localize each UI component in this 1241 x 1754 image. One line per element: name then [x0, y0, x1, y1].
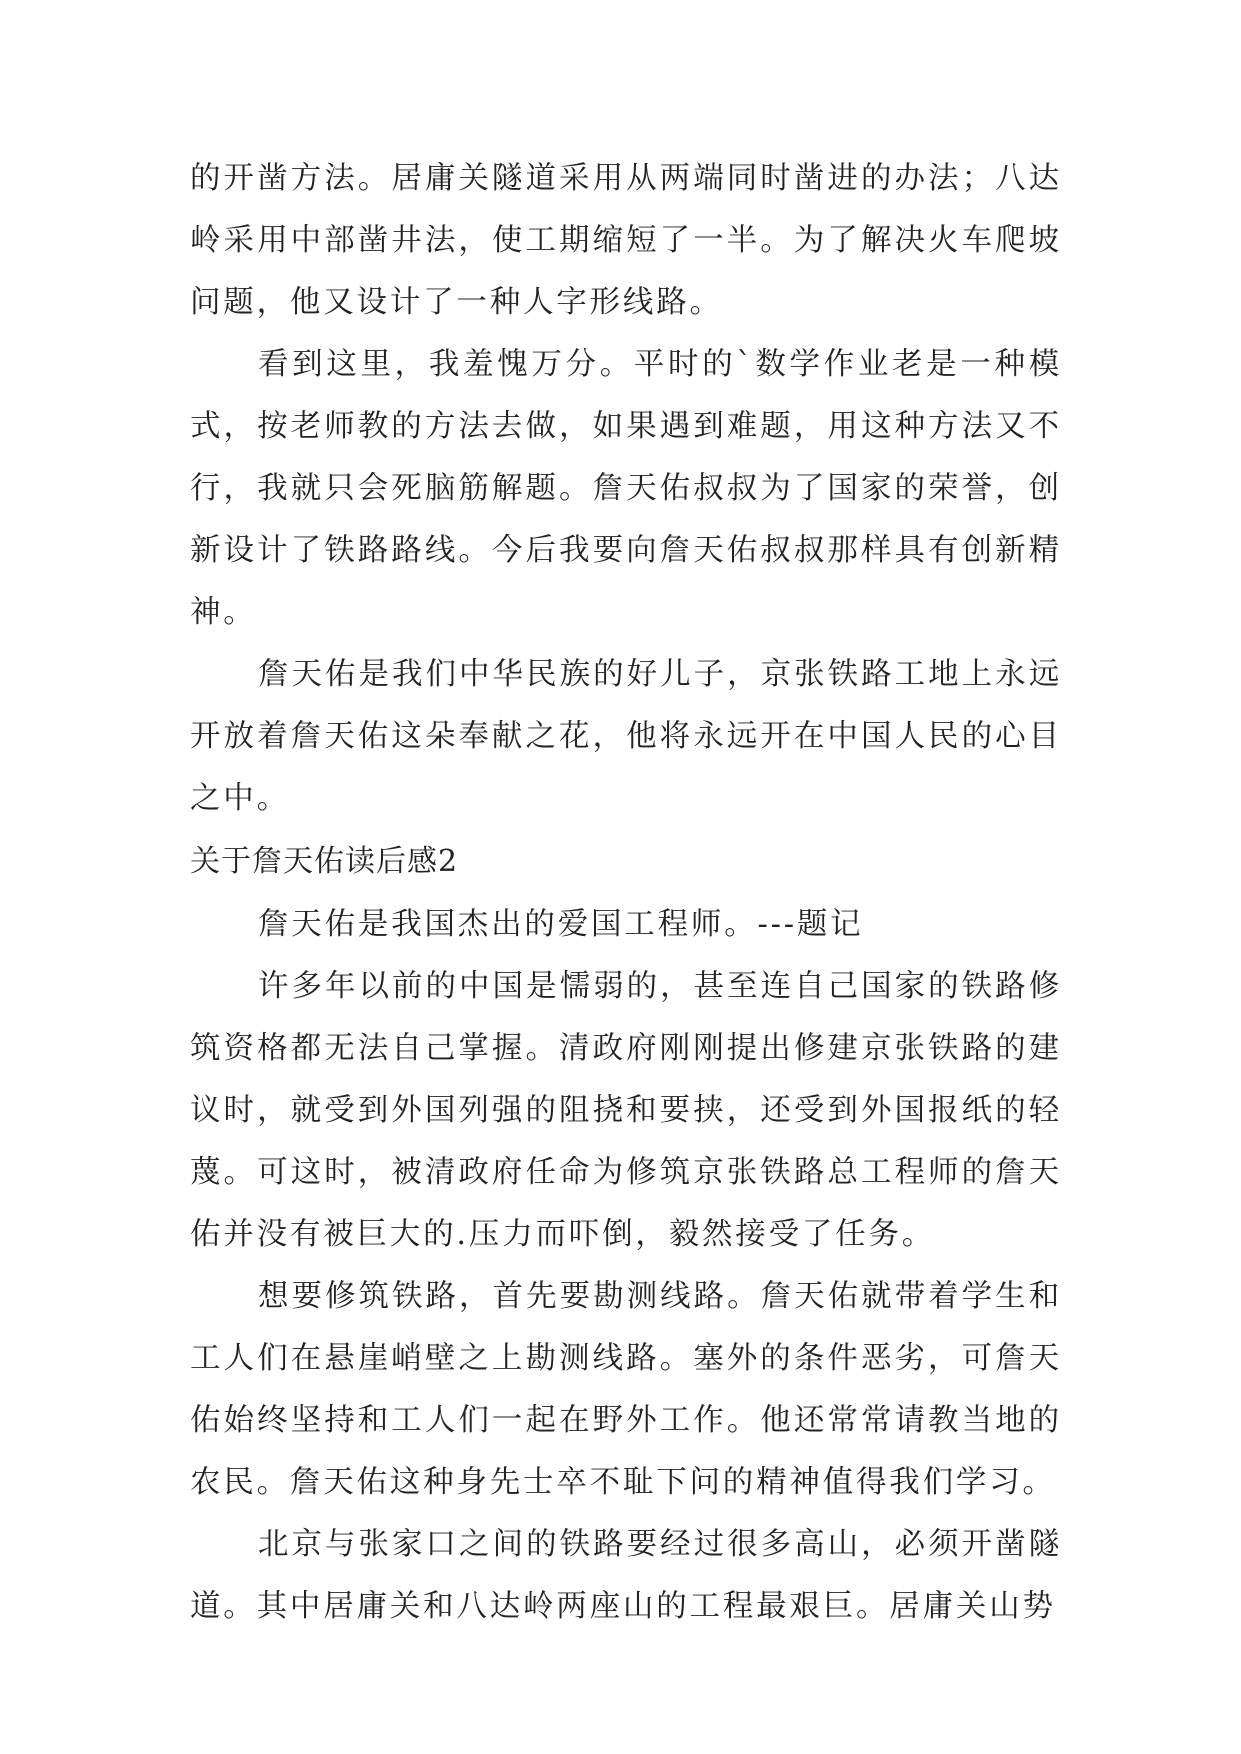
paragraph-praise: 詹天佑是我们中华民族的好儿子，京张铁路工地上永远开放着詹天佑这朵奉献之花，他将永远开在中国人民的心目之中。 [190, 657, 1062, 816]
paragraph-reflection: 看到这里，我羞愧万分。平时的`数学作业老是一种模式，按老师教的方法去做，如果遇到难题，用这种方法又不行，我就只会死脑筋解题。詹天佑叔叔为了国家的荣誉，创新设计了铁路路线。今后我要向詹天佑叔叔那样具有创新精神。 [190, 347, 1062, 630]
paragraph-tunnels: 北京与张家口之间的铁路要经过很多高山，必须开凿隧道。其中居庸关和八达岭两座山的工程最艰巨。居庸关山势 [190, 1527, 1062, 1624]
document-body [190, 148, 1062, 1638]
paragraph-construction-methods: 的开凿方法。居庸关隧道采用从两端同时凿进的办法；八达岭采用中部凿井法，使工期缩短了一半。为了解决火车爬坡问题，他又设计了一种人字形线路。 [190, 161, 1062, 320]
paragraph-epigraph: 詹天佑是我国杰出的爱国工程师。---题记 [258, 907, 864, 942]
paragraph-history: 许多年以前的中国是懦弱的，甚至连自己国家的铁路修筑资格都无法自己掌握。清政府刚刚提出修建京张铁路的建议时，就受到外国列强的阻挠和要挟，还受到外国报纸的轻蔑。可这时，被清政府任命为修筑京张铁路总工程师的詹天佑并没有被巨大的.压力而吓倒，毅然接受了任务。 [190, 969, 1062, 1252]
section-heading: 关于詹天佑读后感2 [190, 844, 459, 879]
paragraph-survey: 想要修筑铁路，首先要勘测线路。詹天佑就带着学生和工人们在悬崖峭壁之上勘测线路。塞外的条件恶劣，可詹天佑始终坚持和工人们一起在野外工作。他还常常请教当地的农民。詹天佑这种身先士卒不耻下问的精神值得我们学习。 [190, 1279, 1062, 1500]
